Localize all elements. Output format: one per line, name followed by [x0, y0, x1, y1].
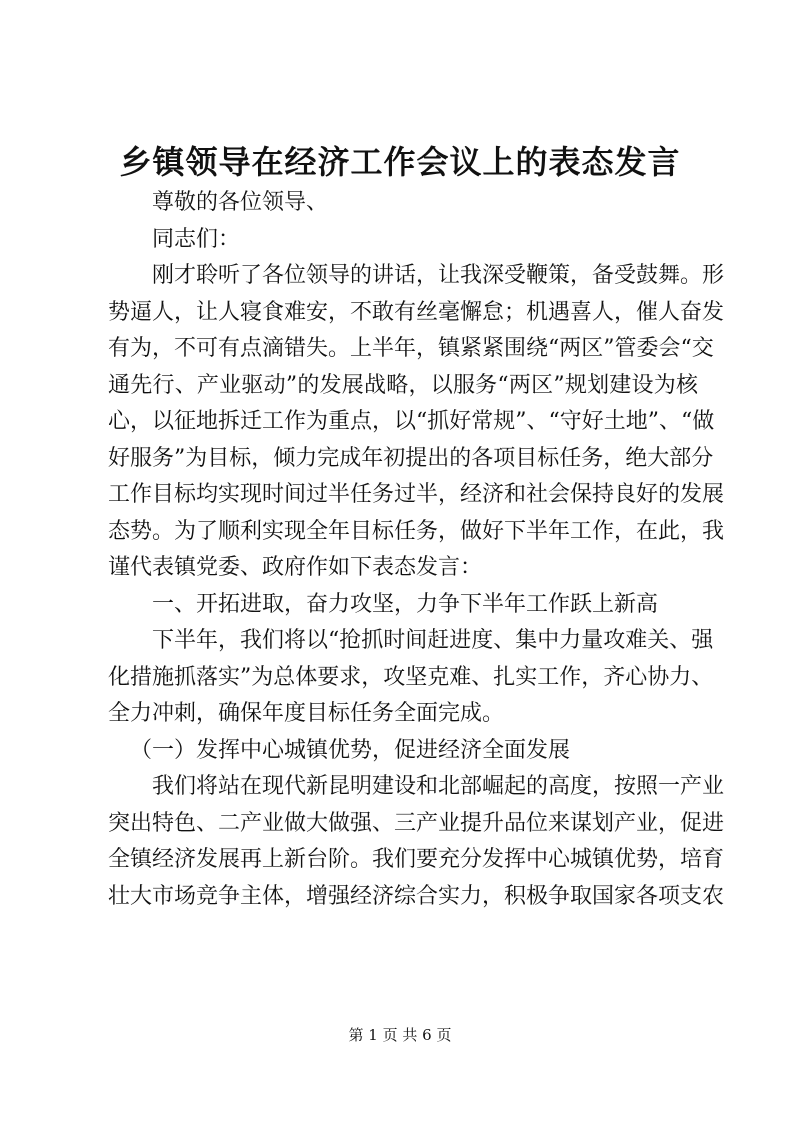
- paragraph-line: 通先行、产业驱动”的发展战略，以服务“两区”规划建设为核: [108, 372, 698, 398]
- paragraph-line: 势逼人，让人寝食难安，不敢有丝毫懈怠；机遇喜人，催人奋发: [108, 299, 725, 325]
- paragraph-line: 突出特色、二产业做大做强、三产业提升品位来谋划产业，促进: [108, 810, 725, 836]
- document-title: 乡镇领导在经济工作会议上的表态发言: [119, 143, 681, 181]
- salutation-line-2: 同志们：: [152, 226, 241, 252]
- paragraph-line: 我们将站在现代新昆明建设和北部崛起的高度，按照一产业: [152, 774, 725, 799]
- paragraph-line: 壮大市场竞争主体，增强经济综合实力，积极争取国家各项支农: [108, 883, 725, 909]
- subsection-heading: （一）发挥中心城镇优势，促进经济全面发展: [130, 737, 571, 763]
- paragraph-line: 全力冲刺，确保年度目标任务全面完成。: [108, 701, 505, 726]
- page-number-footer: 第 1 页 共 6 页: [348, 1026, 452, 1044]
- paragraph-line: 化措施抓落实”为总体要求，攻坚克难、扎实工作，齐心协力、: [108, 664, 714, 690]
- paragraph-line: 工作目标均实现时间过半任务过半，经济和社会保持良好的发展: [108, 482, 725, 507]
- paragraph-line: 谨代表镇党委、政府作如下表态发言：: [108, 555, 483, 580]
- section-heading: 一、开拓进取，奋力攻坚，力争下半年工作跃上新高: [152, 591, 659, 617]
- paragraph-line: 下半年，我们将以“抢抓时间赶进度、集中力量攻难关、强: [152, 628, 714, 653]
- paragraph-line: 刚才聆听了各位领导的讲话，让我深受鞭策，备受鼓舞。形: [152, 263, 725, 288]
- paragraph-line: 好服务”为目标，倾力完成年初提出的各项目标任务，绝大部分: [108, 445, 714, 471]
- paragraph-line: 态势。为了顺利实现全年目标任务，做好下半年工作，在此，我: [108, 518, 725, 544]
- document-body: [108, 185, 725, 915]
- paragraph-line: 全镇经济发展再上新台阶。我们要充分发挥中心城镇优势，培育: [108, 847, 725, 872]
- salutation-line-1: 尊敬的各位领导、: [152, 190, 329, 215]
- paragraph-line: 有为，不可有点滴错失。上半年，镇紧紧围绕“两区”管委会“交: [108, 336, 714, 361]
- paragraph-line: 心，以征地拆迁工作为重点，以“抓好常规”、“守好土地”、“做: [108, 409, 715, 434]
